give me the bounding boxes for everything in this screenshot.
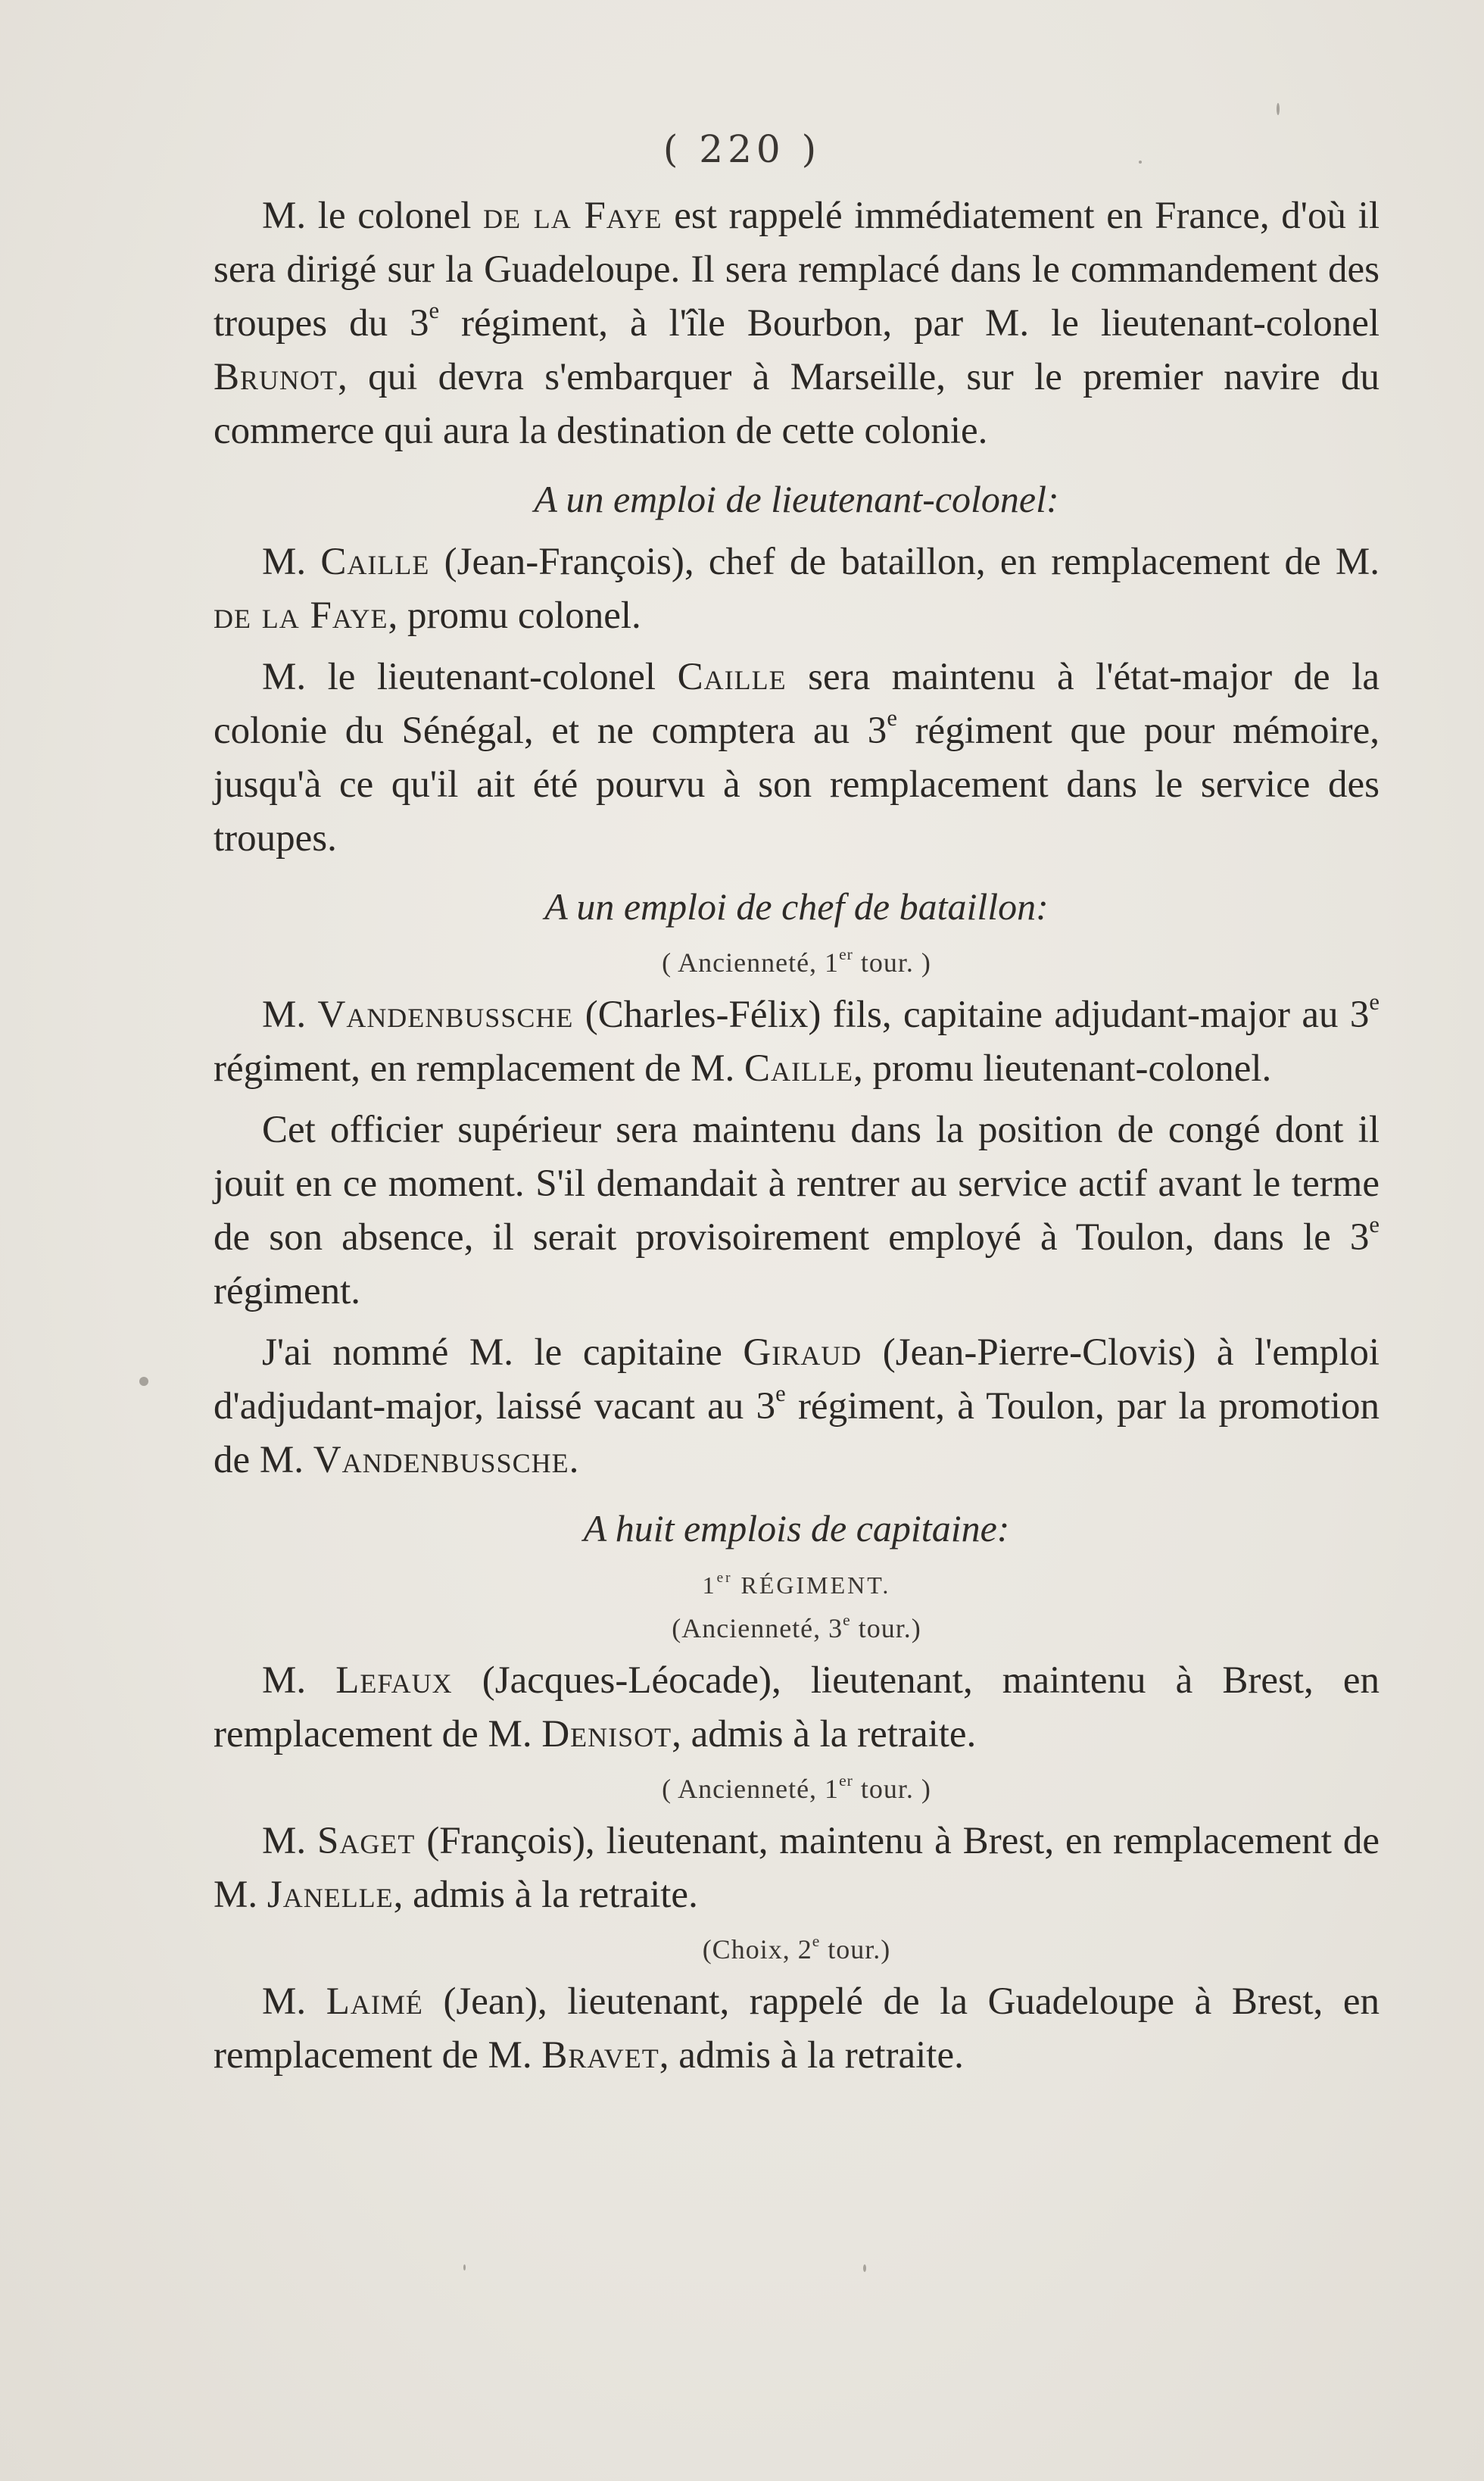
text-run: (Jacques-Léocade), lieutenant, maintenu à Brest, en remplacement de M. [214,1659,1380,1755]
text-run: tour.) [850,1613,921,1643]
text-run: , admis à la retraite. [672,1713,977,1755]
subheading-anciennete-1er-2 [214,1769,1380,1808]
text-run: M. [262,994,318,1036]
name-vandenbussche: Vandenbussche [313,1439,569,1481]
name-de-la-faye: de la Faye [483,195,662,237]
text-run: tour.) [820,1934,891,1965]
paragraph-de-la-faye-recall [214,189,1380,458]
paper-speck [863,2264,866,2272]
paper-speck [139,1377,148,1386]
paragraph-officer-leave [214,1103,1380,1319]
paragraph-vandenbussche-appointment [214,988,1380,1096]
ordinal-sup: er [839,944,853,963]
paragraph-saget-appointment [214,1815,1380,1922]
subheading-1er-regiment [214,1565,1380,1606]
text-run: régiment, à Toulon, par la promotion de M. [214,1385,1380,1481]
text-run: , promu colonel. [388,595,641,637]
paragraph-caille-senegal [214,651,1380,866]
ordinal-sup: er [716,1570,733,1587]
heading-chef-de-bataillon: A un emploi de chef de bataillon: [544,885,1049,928]
name-bravet: Bravet [541,2034,659,2077]
text-run: (Choix, 2 [702,1934,812,1965]
text-run: régiment. [214,1270,361,1312]
text-run: ( Ancienneté, 1 [662,947,840,978]
subheading-choix-2e [214,1930,1380,1969]
text-run: , admis à la retraite. [393,1874,698,1916]
text-run: . [569,1439,579,1481]
text-run: ( Ancienneté, 1 [662,1774,840,1804]
heading-lieutenant-colonel: A un emploi de lieutenant-colonel: [534,478,1059,520]
text-run: (Ancienneté, 3 [672,1613,843,1643]
name-de-la-faye: de la Faye [214,595,388,637]
paper-speck [463,2264,466,2270]
text-run: M. [262,1659,336,1702]
subheading-anciennete-3e [214,1609,1380,1648]
text-run: (Jean-François), chef de bataillon, en remplacement de M. [429,541,1380,583]
name-brunot: Brunot [214,356,338,398]
text-run: régiment, à l'île Bourbon, par M. le lieutenant-colonel [439,302,1380,345]
ordinal-sup: er [839,1771,853,1790]
text-run: tour. ) [853,947,931,978]
text-run: Cet officier supérieur sera maintenu dans la position de congé dont il jouit en ce moment. S'il demandait à rentrer au service actif avant le terme de son absence, il serait provisoirement employé à Toulon, dans le 3 [214,1109,1380,1259]
ordinal-sup: e [887,705,897,732]
name-vandenbussche: Vandenbussche [317,994,574,1036]
page-number: ( 220 ) [662,127,822,171]
text-run: , qui devra s'embarquer à Marseille, sur le premier navire du commerce qui aura la destination de cette colonie. [214,356,1380,452]
name-saget: Saget [317,1820,416,1862]
ordinal-sup: e [429,298,440,324]
name-caille: Caille [320,541,430,583]
text-run: , promu lieutenant-colonel. [853,1047,1272,1090]
name-laime: Laimé [326,1980,423,2023]
ordinal-sup: e [812,1931,821,1950]
paper-speck [1277,103,1280,115]
ordinal-sup: e [843,1610,851,1629]
text-run: (Charles-Félix) fils, capitaine adjudant-major au 3 [573,994,1370,1036]
name-caille: Caille [744,1047,853,1090]
text-run: (Jean-Pierre-Clovis) à l'emploi d'adjudant-major, laissé vacant au 3 [214,1331,1380,1428]
text-run: est rappelé immédiatement en France, d'où il sera dirigé sur la Guadeloupe. Il sera remplacé dans le commandement des troupes du 3 [214,195,1380,345]
text-run: régiment que pour mémoire, jusqu'à ce qu'il ait été pourvu à son remplacement dans le service des troupes. [214,710,1380,860]
paragraph-giraud-appointment [214,1326,1380,1487]
paper-speck [1139,161,1142,164]
ordinal-sup: e [1369,1212,1380,1238]
text-run: M. le colonel [262,195,484,237]
paragraph-lefaux-appointment [214,1654,1380,1762]
text-run: 1 [702,1571,717,1599]
text-run: sera maintenu à l'état-major de la colonie du Sénégal, et ne comptera au 3 [214,656,1380,752]
subheading-anciennete-1er [214,943,1380,982]
text-run: tour. ) [853,1774,931,1804]
name-janelle: Janelle [267,1874,394,1916]
name-denisot: Denisot [541,1713,672,1755]
text-body [214,189,1380,2090]
text-run: M. [262,1980,326,2023]
text-run: M. [262,541,321,583]
text-run: J'ai nommé M. le capitaine [262,1331,744,1374]
ordinal-sup: e [775,1381,786,1407]
text-run: régiment, en remplacement de M. [214,1047,744,1090]
ordinal-sup: e [1369,989,1380,1016]
text-run: RÉGIMENT. [732,1571,891,1599]
heading-huit-emplois-capitaine: A huit emplois de capitaine: [583,1507,1010,1549]
text-run: (François), lieutenant, maintenu à Brest, en remplacement de M. [214,1820,1380,1916]
text-run: (Jean), lieutenant, rappelé de la Guadeloupe à Brest, en remplacement de M. [214,1980,1380,2077]
text-run: M. [262,1820,318,1862]
paragraph-caille-appointment [214,535,1380,643]
text-run: , admis à la retraite. [659,2034,964,2077]
text-run: M. le lieutenant-colonel [262,656,678,698]
name-giraud: Giraud [743,1331,862,1374]
name-caille: Caille [677,656,787,698]
paragraph-laime-appointment [214,1975,1380,2083]
name-lefaux: Lefaux [335,1659,453,1702]
